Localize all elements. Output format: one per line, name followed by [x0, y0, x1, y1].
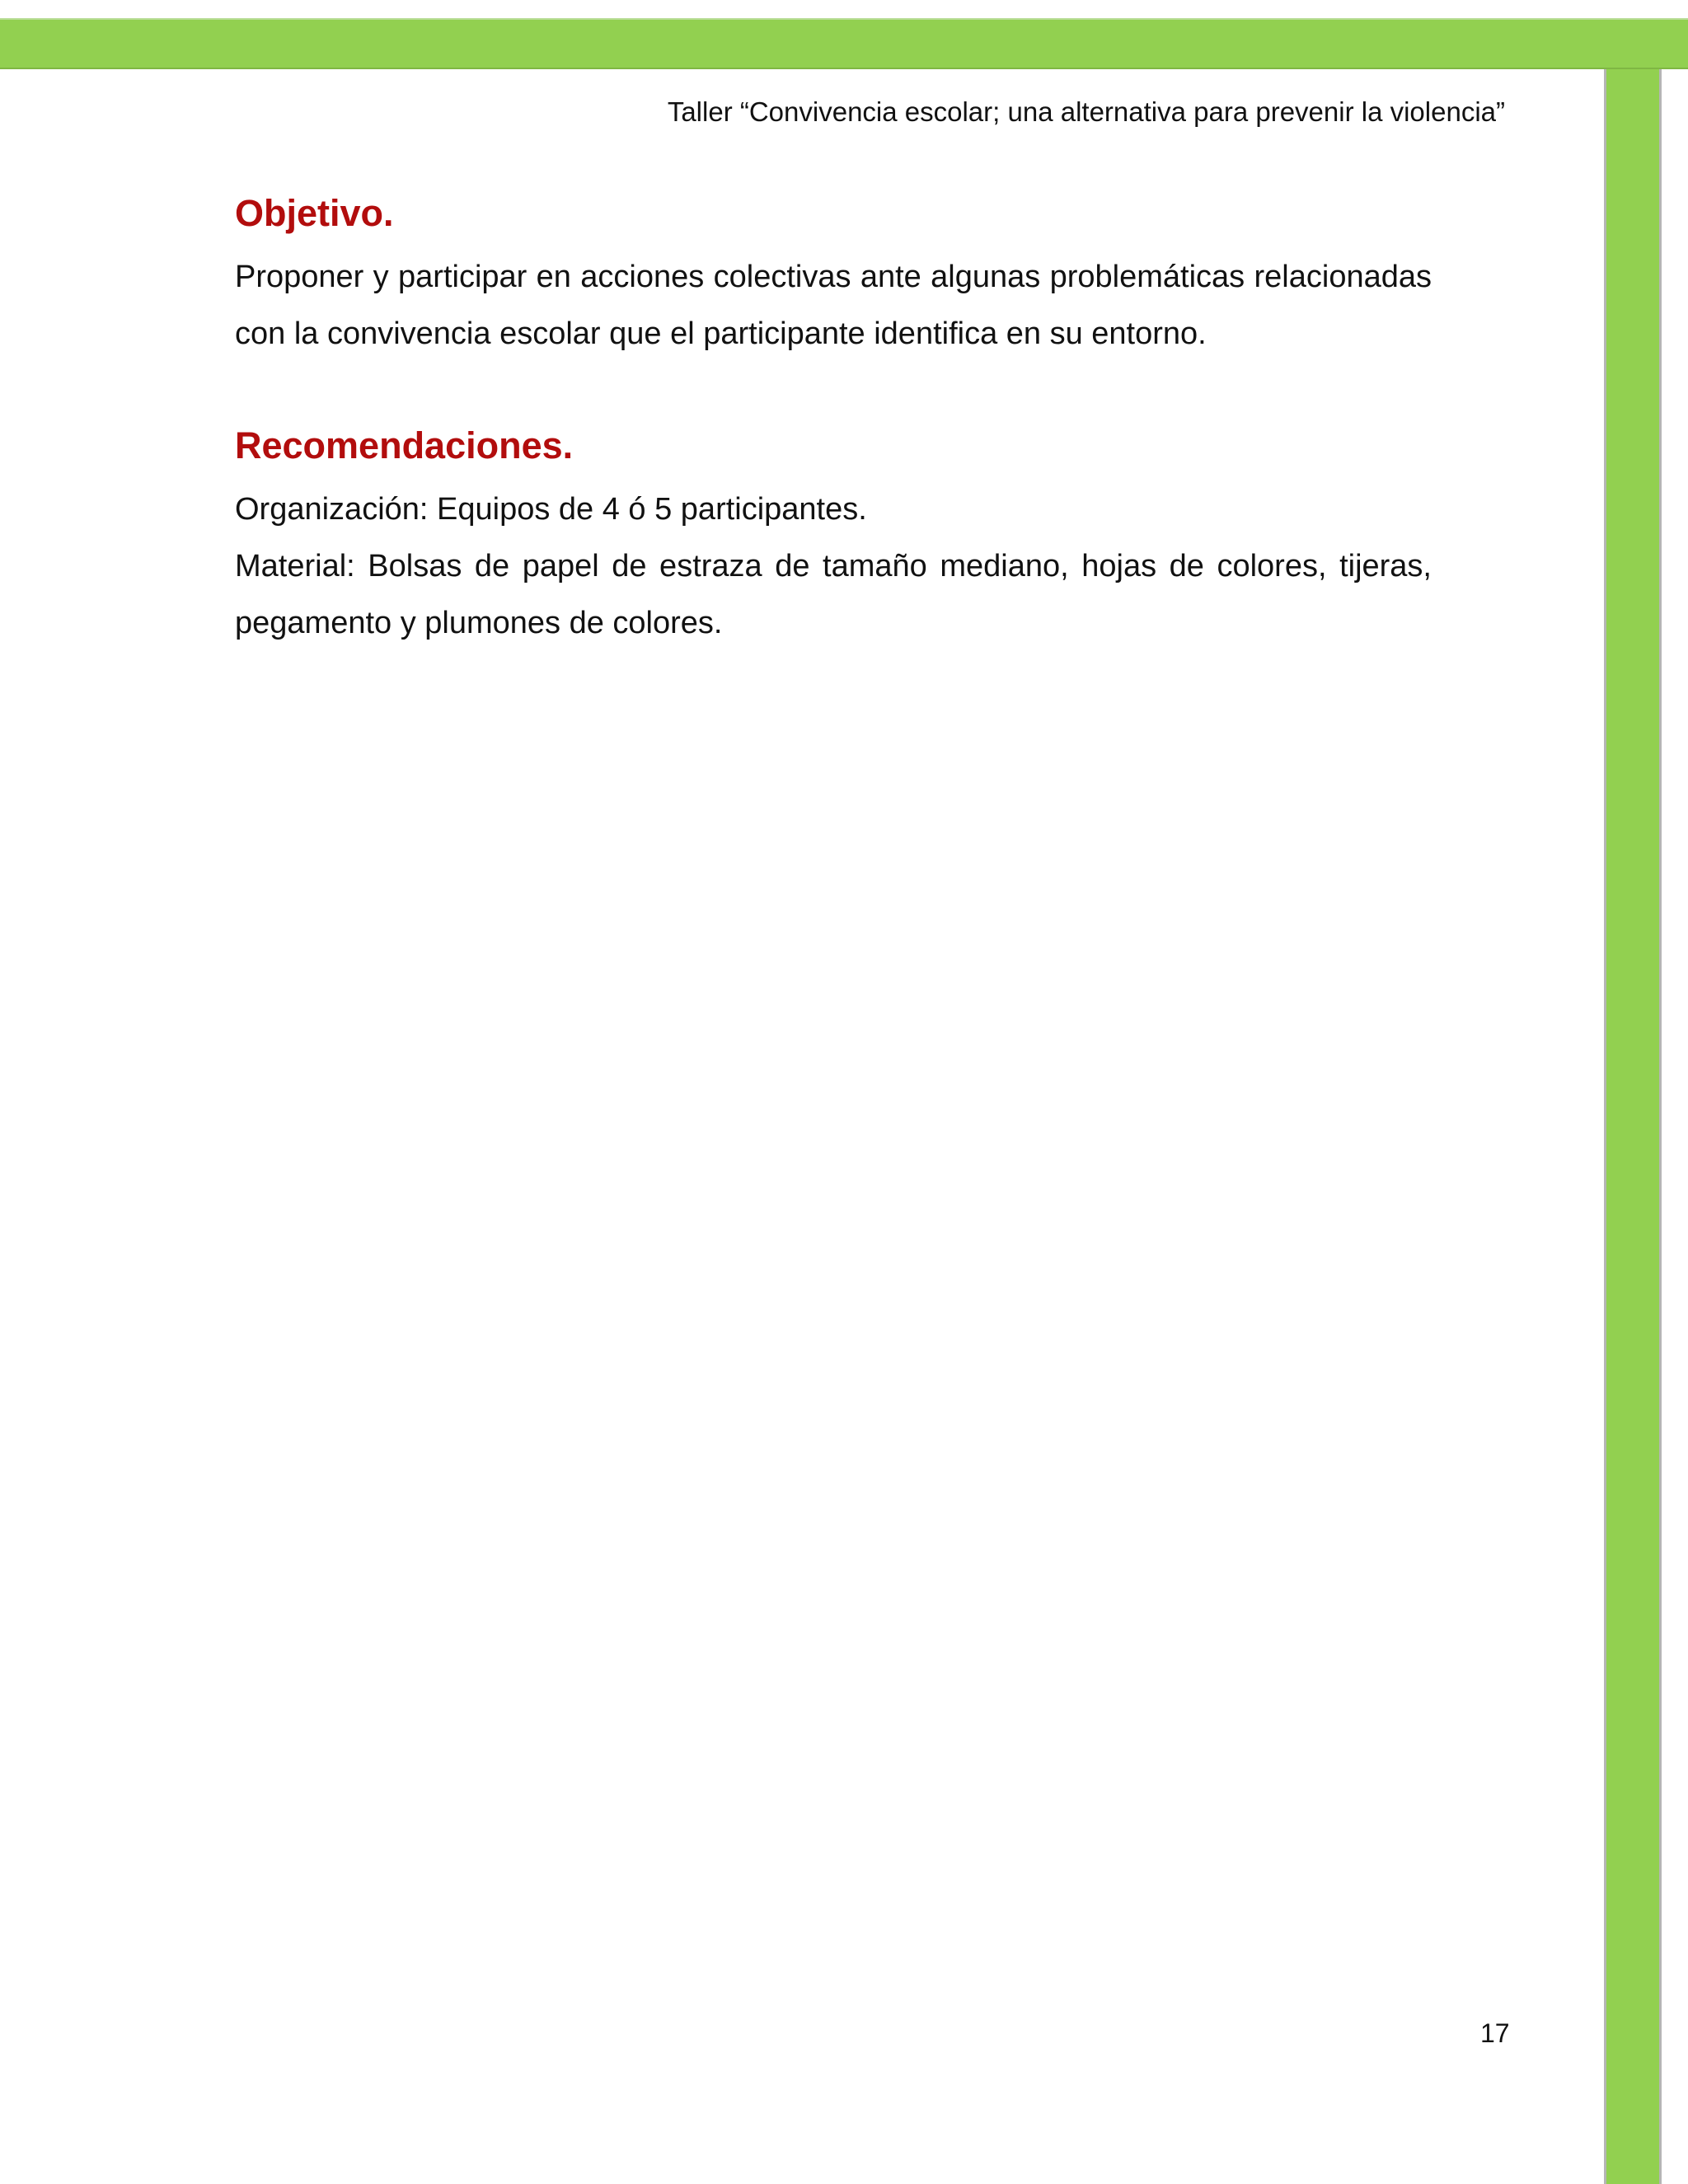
objective-paragraph: Proponer y participar en acciones colectivas ante algunas problemáticas relacionadas con la convivencia escolar que el participante identifica en su entorno. — [235, 260, 1432, 351]
page-number: 17 — [1480, 2018, 1510, 2048]
running-header: Taller “Convivencia escolar; una alternativa para prevenir la violencia” — [667, 96, 1505, 127]
top-green-band — [0, 18, 1688, 69]
organization-paragraph: Organización: Equipos de 4 ó 5 participantes. — [235, 492, 867, 527]
objective-heading: Objetivo. — [235, 192, 394, 234]
right-green-band — [1604, 69, 1662, 2184]
page-content — [235, 191, 1432, 652]
recommendations-heading: Recomendaciones. — [235, 424, 574, 466]
material-paragraph: Material: Bolsas de papel de estraza de tamaño mediano, hojas de colores, tijeras, pegamento y plumones de colores. — [235, 549, 1432, 640]
